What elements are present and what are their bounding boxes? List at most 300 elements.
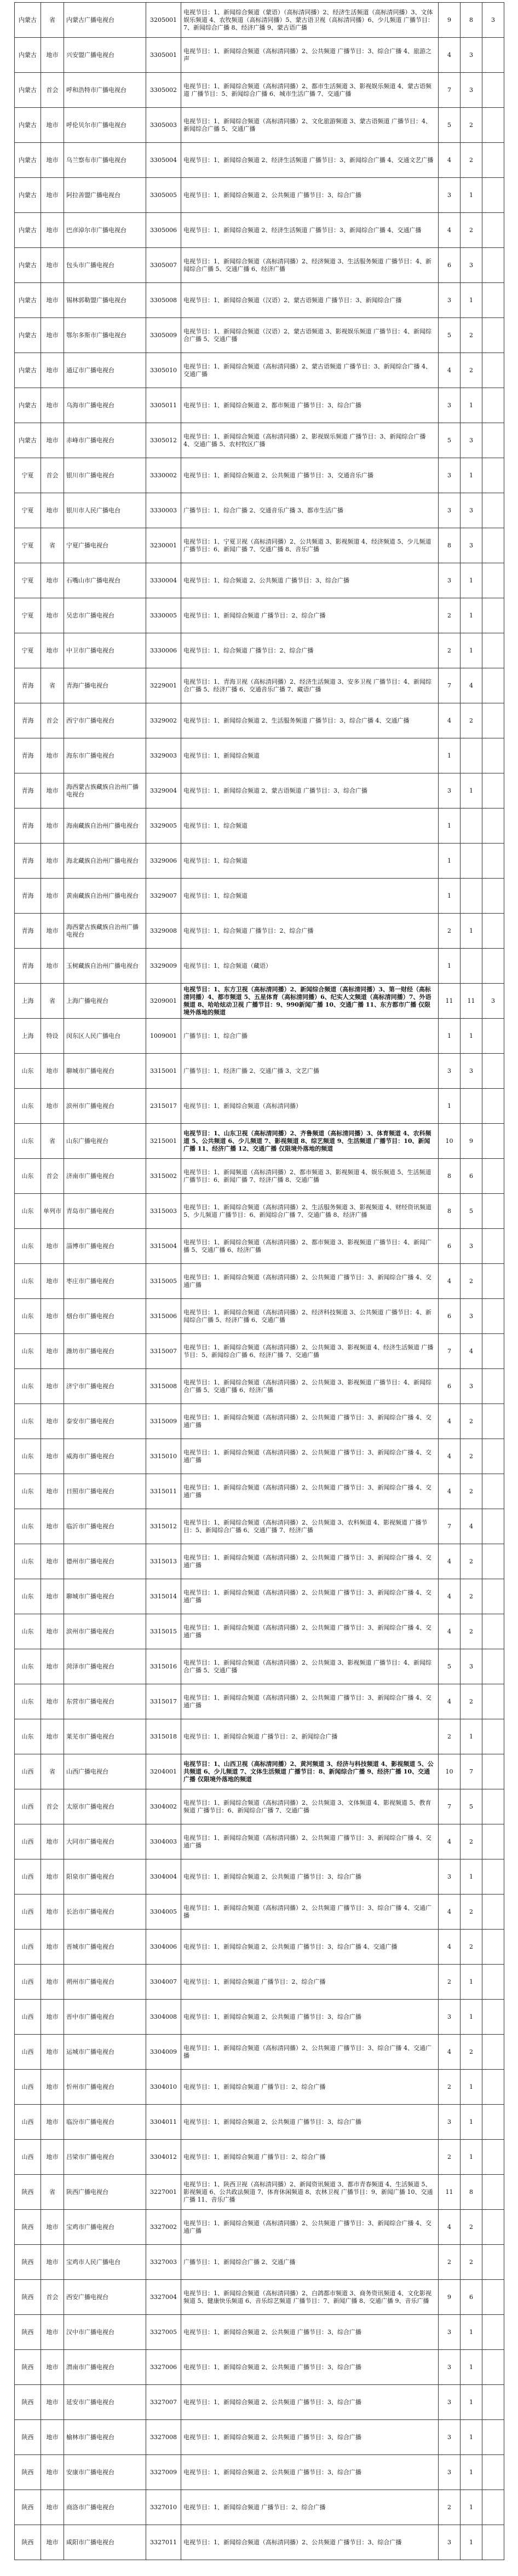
count-c-cell bbox=[482, 808, 504, 844]
count-a-cell: 6 bbox=[439, 248, 461, 283]
level-cell: 地市 bbox=[41, 1264, 64, 1299]
count-a-cell: 9 bbox=[439, 2280, 461, 2315]
table-row bbox=[15, 1474, 504, 1509]
code-cell: 3327006 bbox=[146, 2350, 181, 2385]
station-name-cell: 内蒙古广播电视台 bbox=[64, 3, 146, 38]
level-cell: 省 bbox=[41, 1124, 64, 1159]
level-cell: 地市 bbox=[41, 2315, 64, 2350]
station-name-cell: 东营市广播电视台 bbox=[64, 1684, 146, 1719]
table-row bbox=[15, 353, 504, 388]
count-a-cell: 2 bbox=[439, 914, 461, 949]
station-name-cell: 淄博市广播电视台 bbox=[64, 1229, 146, 1264]
table-row bbox=[15, 423, 504, 458]
station-name-cell: 聊城市广播电视台 bbox=[64, 1579, 146, 1614]
level-cell: 地市 bbox=[41, 914, 64, 949]
count-a-cell: 2 bbox=[439, 1719, 461, 1754]
channels-cell: 广播节目：1、综合广播 bbox=[181, 1019, 439, 1054]
count-c-cell bbox=[482, 1649, 504, 1684]
table-row bbox=[15, 2000, 504, 2035]
table-row bbox=[15, 563, 504, 598]
table-row bbox=[15, 73, 504, 108]
count-c-cell bbox=[482, 949, 504, 984]
table-row bbox=[15, 1299, 504, 1334]
channels-cell: 电视节目：1、新闻综合频道 2、经济生活频道 广播节目：3、新闻综合广播 4、交通文艺广播 bbox=[181, 143, 439, 178]
code-cell: 3329004 bbox=[146, 773, 181, 808]
count-c-cell bbox=[482, 1930, 504, 1965]
count-b-cell: 1 bbox=[461, 2105, 482, 2140]
station-name-cell: 长治市广播电视台 bbox=[64, 1895, 146, 1930]
count-a-cell: 7 bbox=[439, 1789, 461, 1824]
count-c-cell bbox=[482, 2210, 504, 2245]
channels-cell: 电视节目：1、新闻综合频道（高标清同播）2、公共频道 广播节目：3、新闻综合广播 4、交通广播 bbox=[181, 1614, 439, 1649]
count-c-cell bbox=[482, 1895, 504, 1930]
channels-cell: 电视节目：1、新闻综合频道 广播节目：2、综合广播 bbox=[181, 2490, 439, 2525]
count-b-cell: 2 bbox=[461, 2245, 482, 2280]
count-b-cell: 1 bbox=[461, 633, 482, 668]
count-a-cell: 6 bbox=[439, 1299, 461, 1334]
count-b-cell: 2 bbox=[461, 2210, 482, 2245]
count-b-cell: 3 bbox=[461, 493, 482, 528]
channels-cell: 电视节目：1、新闻综合频道 广播节目：2、综合广播 bbox=[181, 598, 439, 633]
province-cell: 山东 bbox=[15, 1474, 41, 1509]
count-c-cell bbox=[482, 1754, 504, 1789]
count-a-cell: 11 bbox=[439, 2175, 461, 2210]
count-b-cell: 1 bbox=[461, 914, 482, 949]
level-cell: 地市 bbox=[41, 1824, 64, 1859]
table-row bbox=[15, 1719, 504, 1754]
level-cell: 地市 bbox=[41, 318, 64, 353]
channels-cell: 电视节目：1、综合频道 bbox=[181, 879, 439, 914]
count-a-cell: 10 bbox=[439, 1124, 461, 1159]
channels-cell: 电视节目：1、新闻综合频道（高标清同播）2、公共频道 3、农科频道 4、影视频道 广播节目：5、新闻综合广播 6、交通广播 7、经济广播 bbox=[181, 1509, 439, 1544]
station-name-cell: 宝鸡市广播电视台 bbox=[64, 2210, 146, 2245]
province-cell: 内蒙古 bbox=[15, 318, 41, 353]
code-cell: 3327002 bbox=[146, 2210, 181, 2245]
count-a-cell: 2 bbox=[439, 598, 461, 633]
station-name-cell: 临沂市广播电视台 bbox=[64, 1509, 146, 1544]
table-row bbox=[15, 1544, 504, 1579]
level-cell: 地市 bbox=[41, 1649, 64, 1684]
channels-cell: 电视节目：1、综合频道（藏语） bbox=[181, 949, 439, 984]
code-cell: 3327009 bbox=[146, 2455, 181, 2490]
count-c-cell bbox=[482, 1299, 504, 1334]
station-name-cell: 通辽市广播电视台 bbox=[64, 353, 146, 388]
station-name-cell: 渭南市广播电视台 bbox=[64, 2350, 146, 2385]
code-cell: 3327004 bbox=[146, 2280, 181, 2315]
count-b-cell: 2 bbox=[461, 108, 482, 143]
level-cell: 地市 bbox=[41, 1859, 64, 1895]
province-cell: 内蒙古 bbox=[15, 283, 41, 318]
province-cell: 山东 bbox=[15, 1159, 41, 1194]
station-name-cell: 赤峰市广播电视台 bbox=[64, 423, 146, 458]
province-cell: 山西 bbox=[15, 1930, 41, 1965]
code-cell: 3305007 bbox=[146, 248, 181, 283]
level-cell: 地市 bbox=[41, 1965, 64, 2000]
table-row bbox=[15, 2210, 504, 2245]
province-cell: 陕西 bbox=[15, 2245, 41, 2280]
table-row bbox=[15, 528, 504, 563]
count-a-cell: 5 bbox=[439, 108, 461, 143]
count-b-cell: 3 bbox=[461, 1369, 482, 1404]
station-name-cell: 太原市广播电视台 bbox=[64, 1789, 146, 1824]
count-c-cell bbox=[482, 1229, 504, 1264]
count-a-cell: 5 bbox=[439, 318, 461, 353]
code-cell: 3227001 bbox=[146, 2175, 181, 2210]
count-b-cell: 2 bbox=[461, 1474, 482, 1509]
code-cell: 3315002 bbox=[146, 1159, 181, 1194]
count-b-cell: 1 bbox=[461, 1019, 482, 1054]
table-row bbox=[15, 143, 504, 178]
code-cell: 3304012 bbox=[146, 2140, 181, 2175]
count-b-cell: 2 bbox=[461, 318, 482, 353]
table-row bbox=[15, 248, 504, 283]
table-row bbox=[15, 1789, 504, 1824]
count-b-cell: 1 bbox=[461, 2525, 482, 2560]
province-cell: 内蒙古 bbox=[15, 178, 41, 213]
station-name-cell: 陕西广播电视台 bbox=[64, 2175, 146, 2210]
province-cell: 青海 bbox=[15, 668, 41, 703]
code-cell: 3315018 bbox=[146, 1719, 181, 1754]
count-b-cell: 1 bbox=[461, 2385, 482, 2420]
table-row bbox=[15, 1159, 504, 1194]
station-name-cell: 呼伦贝尔市广播电视台 bbox=[64, 108, 146, 143]
station-name-cell: 运城市广播电视台 bbox=[64, 2035, 146, 2070]
level-cell: 地市 bbox=[41, 1509, 64, 1544]
channels-cell: 电视节目：1、山西卫视（高标清同播）2、黄河频道 3、经济与科技频道 4、影视频道 5、公共频道 6、少儿频道 7、文体生活频道 广播节目：8、新闻综合广播 9、经济广播 10、交通广播 仅限境外落地的频道 bbox=[181, 1754, 439, 1789]
channels-cell: 电视节目：1、新闻综合频道 2、公共频道 广播节目：3、综合广播 bbox=[181, 2105, 439, 2140]
table-row bbox=[15, 703, 504, 738]
code-cell: 3304009 bbox=[146, 2035, 181, 2070]
code-cell: 3229001 bbox=[146, 668, 181, 703]
table-row bbox=[15, 2350, 504, 2385]
level-cell: 地市 bbox=[41, 1930, 64, 1965]
level-cell: 地市 bbox=[41, 563, 64, 598]
channels-cell: 电视节目：1、新闻综合频道 2、蒙古语频道 广播节目：3、综合广播 bbox=[181, 773, 439, 808]
count-a-cell: 3 bbox=[439, 283, 461, 318]
station-name-cell: 西安广播电视台 bbox=[64, 2280, 146, 2315]
count-b-cell: 2 bbox=[461, 143, 482, 178]
channels-cell: 电视节目：1、综合频道 2、公共频道 广播节目：3、综合广播 bbox=[181, 563, 439, 598]
code-cell: 3209001 bbox=[146, 984, 181, 1019]
count-a-cell: 4 bbox=[439, 2035, 461, 2070]
count-c-cell bbox=[482, 283, 504, 318]
count-a-cell: 3 bbox=[439, 458, 461, 493]
province-cell: 宁夏 bbox=[15, 458, 41, 493]
code-cell: 3305002 bbox=[146, 73, 181, 108]
channels-cell: 电视节目：1、新闻综合频道（汉语）2、蒙古语频道 3、影视娱乐频道 广播节目：4、新闻综合广播 5、交通广播 bbox=[181, 318, 439, 353]
count-b-cell: 1 bbox=[461, 388, 482, 423]
level-cell: 地市 bbox=[41, 2035, 64, 2070]
count-a-cell: 3 bbox=[439, 2315, 461, 2350]
station-name-cell: 石嘴山市广播电视台 bbox=[64, 563, 146, 598]
count-a-cell: 3 bbox=[439, 563, 461, 598]
channels-cell: 电视节目：1、新闻综合频道 2、公共频道 广播节目：3、综合广播 bbox=[181, 178, 439, 213]
table-row bbox=[15, 493, 504, 528]
channels-cell: 电视节目：1、新闻综合频道 2、生活服务频道 广播节目：3、综合广播 4、交通广播 bbox=[181, 703, 439, 738]
channels-cell: 电视节目：1、综合频道 广播节目：2、综合广播 bbox=[181, 633, 439, 668]
province-cell: 山东 bbox=[15, 1194, 41, 1229]
count-a-cell: 8 bbox=[439, 528, 461, 563]
province-cell: 宁夏 bbox=[15, 563, 41, 598]
count-b-cell: 1 bbox=[461, 2455, 482, 2490]
code-cell: 3327007 bbox=[146, 2385, 181, 2420]
count-b-cell bbox=[461, 844, 482, 879]
channels-cell: 电视节目：1、新闻综合频道（高标清同播）2、公共频道 3、文体频道 4、影视频道 5、教育频道 广播节目：6、新闻综合广播 7、交通广播 bbox=[181, 1789, 439, 1824]
level-cell: 地市 bbox=[41, 1614, 64, 1649]
count-a-cell: 3 bbox=[439, 1054, 461, 1089]
count-b-cell: 1 bbox=[461, 2490, 482, 2525]
table-row bbox=[15, 1124, 504, 1159]
count-c-cell bbox=[482, 2175, 504, 2210]
station-name-cell: 黄南藏族自治州广播电视台 bbox=[64, 879, 146, 914]
table-row bbox=[15, 1019, 504, 1054]
count-b-cell: 2 bbox=[461, 353, 482, 388]
province-cell: 山东 bbox=[15, 1124, 41, 1159]
level-cell: 地市 bbox=[41, 738, 64, 773]
count-b-cell: 5 bbox=[461, 1194, 482, 1229]
station-name-cell: 呼和浩特市广播电视台 bbox=[64, 73, 146, 108]
table-row bbox=[15, 3, 504, 38]
station-name-cell: 朔州市广播电视台 bbox=[64, 1965, 146, 2000]
count-c-cell bbox=[482, 1439, 504, 1474]
count-c-cell bbox=[482, 528, 504, 563]
channels-cell: 电视节目：1、新闻综合频道（高标清同播）2、公共频道 广播节目：3、新闻综合广播 4、交通广播 bbox=[181, 1684, 439, 1719]
level-cell: 地市 bbox=[41, 38, 64, 73]
count-c-cell bbox=[482, 2140, 504, 2175]
station-name-cell: 汉中市广播电视台 bbox=[64, 2315, 146, 2350]
level-cell: 地市 bbox=[41, 633, 64, 668]
channels-cell: 电视节目：1、综合频道 bbox=[181, 808, 439, 844]
count-a-cell: 2 bbox=[439, 2070, 461, 2105]
table-row bbox=[15, 1754, 504, 1789]
count-b-cell: 3 bbox=[461, 1229, 482, 1264]
count-a-cell: 3 bbox=[439, 2000, 461, 2035]
province-cell: 宁夏 bbox=[15, 598, 41, 633]
count-a-cell: 8 bbox=[439, 1194, 461, 1229]
channels-cell: 电视节目：1、新闻综合频道 广播节目：2、综合广播 bbox=[181, 2070, 439, 2105]
code-cell: 3305010 bbox=[146, 353, 181, 388]
station-name-cell: 海北藏族自治州广播电视台 bbox=[64, 844, 146, 879]
count-a-cell: 7 bbox=[439, 668, 461, 703]
province-cell: 山东 bbox=[15, 1404, 41, 1439]
station-name-cell: 吴忠市广播电视台 bbox=[64, 598, 146, 633]
count-c-cell bbox=[482, 2105, 504, 2140]
station-name-cell: 日照市广播电视台 bbox=[64, 1474, 146, 1509]
province-cell: 山西 bbox=[15, 1754, 41, 1789]
table-row bbox=[15, 458, 504, 493]
station-name-cell: 晋中市广播电视台 bbox=[64, 2000, 146, 2035]
count-a-cell: 1 bbox=[439, 949, 461, 984]
province-cell: 宁夏 bbox=[15, 493, 41, 528]
count-c-cell bbox=[482, 178, 504, 213]
province-cell: 青海 bbox=[15, 738, 41, 773]
station-name-cell: 滨州市广播电视台 bbox=[64, 1614, 146, 1649]
channels-cell: 电视节目：1、青海卫视（高标清同播）2、经济生活频道 3、安多卫视 广播节目：4、新闻综合广播 5、经济广播 6、交通音乐广播 7、藏语广播 bbox=[181, 668, 439, 703]
count-c-cell bbox=[482, 563, 504, 598]
level-cell: 省 bbox=[41, 1754, 64, 1789]
count-a-cell: 4 bbox=[439, 1895, 461, 1930]
code-cell: 1009001 bbox=[146, 1019, 181, 1054]
count-c-cell bbox=[482, 2350, 504, 2385]
count-a-cell: 4 bbox=[439, 1684, 461, 1719]
count-b-cell: 8 bbox=[461, 3, 482, 38]
province-cell: 内蒙古 bbox=[15, 388, 41, 423]
count-b-cell: 1 bbox=[461, 283, 482, 318]
channels-cell: 电视节目：1、新闻频道（高标清同播）2、都市频道 3、影视频道 4、娱乐频道 5、生活频道 广播节目：6、新闻广播 7、经济广播 8、交通广播 bbox=[181, 1159, 439, 1194]
channels-cell: 电视节目：1、新闻综合频道（高标清同播）2、影视娱乐频道 广播节目：3、新闻综合广播 4、交通广播 5、农村牧区广播 bbox=[181, 423, 439, 458]
channels-cell: 电视节目：1、新闻综合频道（高标清同播）2、文化旅游频道 3、蒙古语频道 广播节目：4、新闻综合广播 5、交通广播 bbox=[181, 108, 439, 143]
code-cell: 3315007 bbox=[146, 1334, 181, 1369]
channels-cell: 电视节目：1、新闻综合频道（高标清同播） bbox=[181, 1089, 439, 1124]
station-name-cell: 枣庄市广播电视台 bbox=[64, 1264, 146, 1299]
code-cell: 3315014 bbox=[146, 1579, 181, 1614]
count-b-cell: 2 bbox=[461, 1439, 482, 1474]
code-cell: 3315015 bbox=[146, 1614, 181, 1649]
table-row bbox=[15, 213, 504, 248]
count-b-cell: 1 bbox=[461, 2350, 482, 2385]
count-a-cell: 3 bbox=[439, 2420, 461, 2455]
table-row bbox=[15, 2245, 504, 2280]
table-row bbox=[15, 2525, 504, 2560]
table-row bbox=[15, 1895, 504, 1930]
station-name-cell: 大同市广播电视台 bbox=[64, 1824, 146, 1859]
code-cell: 3315006 bbox=[146, 1299, 181, 1334]
level-cell: 省 bbox=[41, 2175, 64, 2210]
count-b-cell: 1 bbox=[461, 2315, 482, 2350]
code-cell: 3304005 bbox=[146, 1895, 181, 1930]
station-name-cell: 上海广播电视台 bbox=[64, 984, 146, 1019]
province-cell: 陕西 bbox=[15, 2420, 41, 2455]
count-c-cell bbox=[482, 1019, 504, 1054]
level-cell: 地市 bbox=[41, 493, 64, 528]
count-a-cell: 5 bbox=[439, 1649, 461, 1684]
level-cell: 地市 bbox=[41, 1439, 64, 1474]
count-c-cell bbox=[482, 914, 504, 949]
province-cell: 山西 bbox=[15, 1824, 41, 1859]
count-c-cell bbox=[482, 773, 504, 808]
province-cell: 内蒙古 bbox=[15, 353, 41, 388]
station-name-cell: 阳泉市广播电视台 bbox=[64, 1859, 146, 1895]
count-c-cell bbox=[482, 2525, 504, 2560]
table-row bbox=[15, 2455, 504, 2490]
table-row bbox=[15, 808, 504, 844]
count-b-cell bbox=[461, 738, 482, 773]
code-cell: 3315017 bbox=[146, 1684, 181, 1719]
count-a-cell: 3 bbox=[439, 1859, 461, 1895]
count-a-cell: 6 bbox=[439, 1229, 461, 1264]
level-cell: 地市 bbox=[41, 2105, 64, 2140]
channels-cell: 电视节目：1、新闻综合频道（高标清同播）2、白鸽都市频道 3、商务资讯频道 4、文化影视频道 5、健康快乐频道 6、音乐综艺频道 广播节目：7、新闻广播 8、交通广播 9、音乐广播 bbox=[181, 2280, 439, 2315]
code-cell: 3329007 bbox=[146, 879, 181, 914]
province-cell: 山东 bbox=[15, 1089, 41, 1124]
count-c-cell bbox=[482, 1089, 504, 1124]
province-cell: 陕西 bbox=[15, 2525, 41, 2560]
count-a-cell: 2 bbox=[439, 1965, 461, 2000]
count-c-cell bbox=[482, 2035, 504, 2070]
channels-cell: 电视节目：1、新闻综合频道 广播节目：2、新闻综合广播 bbox=[181, 1719, 439, 1754]
count-b-cell: 1 bbox=[461, 178, 482, 213]
table-row bbox=[15, 1334, 504, 1369]
count-c-cell bbox=[482, 844, 504, 879]
table-row bbox=[15, 2420, 504, 2455]
table-row bbox=[15, 1439, 504, 1474]
province-cell: 陕西 bbox=[15, 2350, 41, 2385]
code-cell: 3329003 bbox=[146, 738, 181, 773]
count-c-cell bbox=[482, 1194, 504, 1229]
count-c-cell bbox=[482, 1334, 504, 1369]
count-b-cell bbox=[461, 949, 482, 984]
station-name-cell: 咸阳市广播电视台 bbox=[64, 2525, 146, 2560]
channels-cell: 电视节目：1、新闻综合频道（高标清同播）2、公共频道 广播节目：3、新闻综合广播 4、交通广播 bbox=[181, 1439, 439, 1474]
table-row bbox=[15, 1684, 504, 1719]
count-b-cell: 2 bbox=[461, 1264, 482, 1299]
table-row bbox=[15, 1614, 504, 1649]
count-a-cell: 4 bbox=[439, 703, 461, 738]
count-b-cell: 6 bbox=[461, 2280, 482, 2315]
level-cell: 地市 bbox=[41, 143, 64, 178]
table-row bbox=[15, 178, 504, 213]
code-cell: 3305005 bbox=[146, 178, 181, 213]
count-a-cell: 2 bbox=[439, 633, 461, 668]
count-b-cell: 2 bbox=[461, 1824, 482, 1859]
province-cell: 山东 bbox=[15, 1684, 41, 1719]
station-name-cell: 海南藏族自治州广播电视台 bbox=[64, 808, 146, 844]
channels-cell: 电视节目：1、新闻综合频道（高标清同播）2、公共频道 广播节目：3、综合广播 bbox=[181, 2525, 439, 2560]
code-cell: 3315012 bbox=[146, 1509, 181, 1544]
channels-cell: 电视节目：1、新闻综合频道 2、公共频道 广播节目：3、综合广播 bbox=[181, 2000, 439, 2035]
province-cell: 内蒙古 bbox=[15, 143, 41, 178]
station-name-cell: 兴安盟广播电视台 bbox=[64, 38, 146, 73]
count-b-cell: 3 bbox=[461, 528, 482, 563]
table-row bbox=[15, 2140, 504, 2175]
station-name-cell: 巴彦淖尔市广播电视台 bbox=[64, 213, 146, 248]
count-b-cell: 1 bbox=[461, 563, 482, 598]
province-cell: 山东 bbox=[15, 1299, 41, 1334]
code-cell: 3304010 bbox=[146, 2070, 181, 2105]
channels-cell: 电视节目：1、新闻综合频道（高标清同播）2、都市生活频道 3、影视娱乐频道 4、蒙古语频道 广播节目：5、新闻综合广播 6、城市生活广播 7、交通广播 bbox=[181, 73, 439, 108]
count-c-cell bbox=[482, 2420, 504, 2455]
station-name-cell: 临汾市广播电视台 bbox=[64, 2105, 146, 2140]
channels-cell: 电视节目：1、新闻综合频道（高标清同播）2、经济科技频道 3、公共频道 广播节目：4、新闻综合广播 5、经济广播 6、交通广播 bbox=[181, 1299, 439, 1334]
station-name-cell: 潍坊市广播电视台 bbox=[64, 1334, 146, 1369]
code-cell: 3305011 bbox=[146, 388, 181, 423]
level-cell: 地市 bbox=[41, 1544, 64, 1579]
count-a-cell: 10 bbox=[439, 1754, 461, 1789]
count-b-cell: 3 bbox=[461, 38, 482, 73]
code-cell: 3329009 bbox=[146, 949, 181, 984]
broadcaster-table bbox=[14, 2, 504, 2560]
channels-cell: 电视节目：1、新闻综合频道 2、公共频道 广播节目：3、综合广播 bbox=[181, 2315, 439, 2350]
count-b-cell bbox=[461, 808, 482, 844]
channels-cell: 电视节目：1、新闻综合频道（高标清同播）2、公共频道 广播节目：3、新闻综合广播 4、交通广播 bbox=[181, 1544, 439, 1579]
code-cell: 3304002 bbox=[146, 1789, 181, 1824]
code-cell: 3315016 bbox=[146, 1649, 181, 1684]
channels-cell: 电视节目：1、新闻综合频道（高标清同播）2、公共频道 广播节目：3、综合广播 4、交通广播 bbox=[181, 2035, 439, 2070]
channels-cell: 电视节目：1、新闻综合频道（蒙语）（高标清同播）2、经济生活频道（高标清同播）3、文体娱乐频道 4、农牧频道（高标清同播）5、蒙古语卫视（高标清同播）6、少儿频道 广播节目：7、新闻综合广播 8、经济广播 9、蒙古语广播 bbox=[181, 3, 439, 38]
code-cell: 3215001 bbox=[146, 1124, 181, 1159]
code-cell: 3305009 bbox=[146, 318, 181, 353]
table-row bbox=[15, 738, 504, 773]
code-cell: 3304004 bbox=[146, 1859, 181, 1895]
level-cell: 首会 bbox=[41, 703, 64, 738]
province-cell: 青海 bbox=[15, 808, 41, 844]
level-cell: 地市 bbox=[41, 1474, 64, 1509]
code-cell: 3315004 bbox=[146, 1229, 181, 1264]
count-c-cell bbox=[482, 108, 504, 143]
province-cell: 山东 bbox=[15, 1544, 41, 1579]
province-cell: 山东 bbox=[15, 1614, 41, 1649]
province-cell: 宁夏 bbox=[15, 633, 41, 668]
